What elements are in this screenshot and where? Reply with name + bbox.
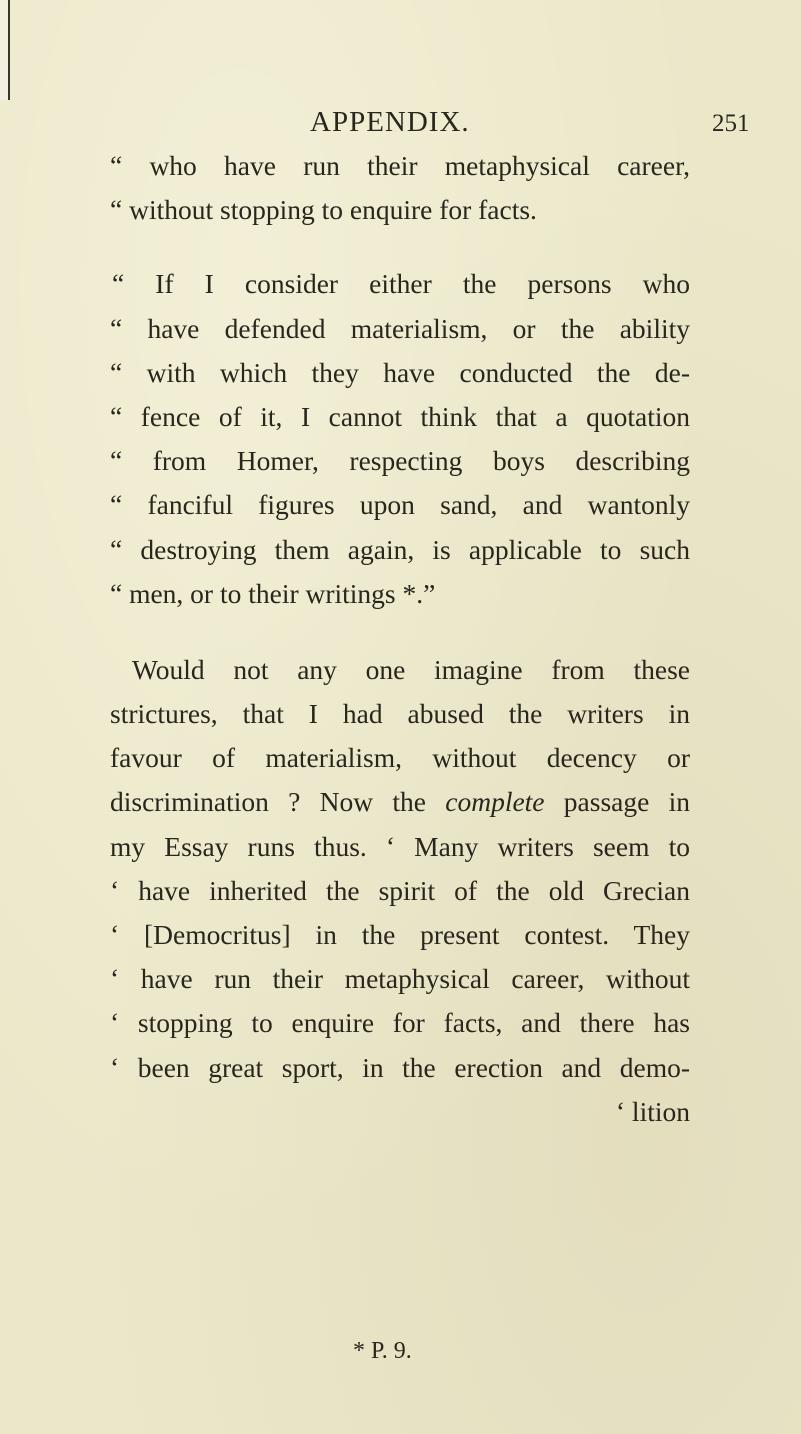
paragraph-line: strictures, that I had abused the writers in bbox=[110, 698, 690, 730]
quote-line: “ fence of it, I cannot think that a quotation bbox=[110, 400, 690, 432]
paragraph-gap bbox=[110, 616, 690, 648]
paragraph-gap bbox=[110, 232, 690, 262]
text-run: passage in bbox=[544, 786, 690, 818]
quote-line: “ who have run their metaphysical career, bbox=[110, 150, 690, 181]
paragraph-line: ‘ stopping to enquire for facts, and there has bbox=[110, 1007, 690, 1039]
footnote: * P. 9. bbox=[353, 1338, 412, 1364]
quote-line: “ fanciful figures upon sand, and wantonly bbox=[110, 489, 690, 521]
paragraph-line: favour of materialism, without decency or bbox=[110, 742, 690, 774]
running-head: APPENDIX. bbox=[310, 106, 470, 138]
quote-line: “ If I consider either the persons who bbox=[112, 268, 690, 300]
page-number: 251 bbox=[712, 110, 750, 137]
paragraph-line: ‘ have run their metaphysical career, without bbox=[110, 963, 690, 995]
quote-line: “ with which they have conducted the de- bbox=[110, 356, 690, 388]
page-binding-edge bbox=[0, 0, 10, 100]
paragraph-line: ‘ been great sport, in the erection and demo- bbox=[110, 1051, 690, 1083]
paragraph-line: ‘ [Democritus] in the present contest. They bbox=[110, 919, 690, 950]
main-text bbox=[110, 144, 690, 1134]
quote-line: “ men, or to their writings *.” bbox=[110, 577, 436, 609]
text-run: discrimination ? Now the bbox=[110, 786, 446, 818]
quote-line: “ have defended materialism, or the ability bbox=[110, 312, 690, 344]
paragraph-line: my Essay runs thus. ‘ Many writers seem to bbox=[110, 830, 690, 862]
catchword: ‘ lition bbox=[615, 1095, 690, 1127]
italic-word: complete bbox=[445, 786, 545, 818]
quote-line: “ from Homer, respecting boys describing bbox=[110, 445, 690, 477]
page-header bbox=[0, 102, 801, 142]
quote-line: “ without stopping to enquire for facts. bbox=[110, 194, 537, 226]
quote-line: “ destroying them again, is applicable to such bbox=[110, 533, 690, 565]
paragraph-line: ‘ have inherited the spirit of the old Grecian bbox=[110, 874, 690, 906]
paragraph-line-with-italic bbox=[110, 780, 690, 824]
paragraph-line: Would not any one imagine from these bbox=[132, 653, 690, 685]
